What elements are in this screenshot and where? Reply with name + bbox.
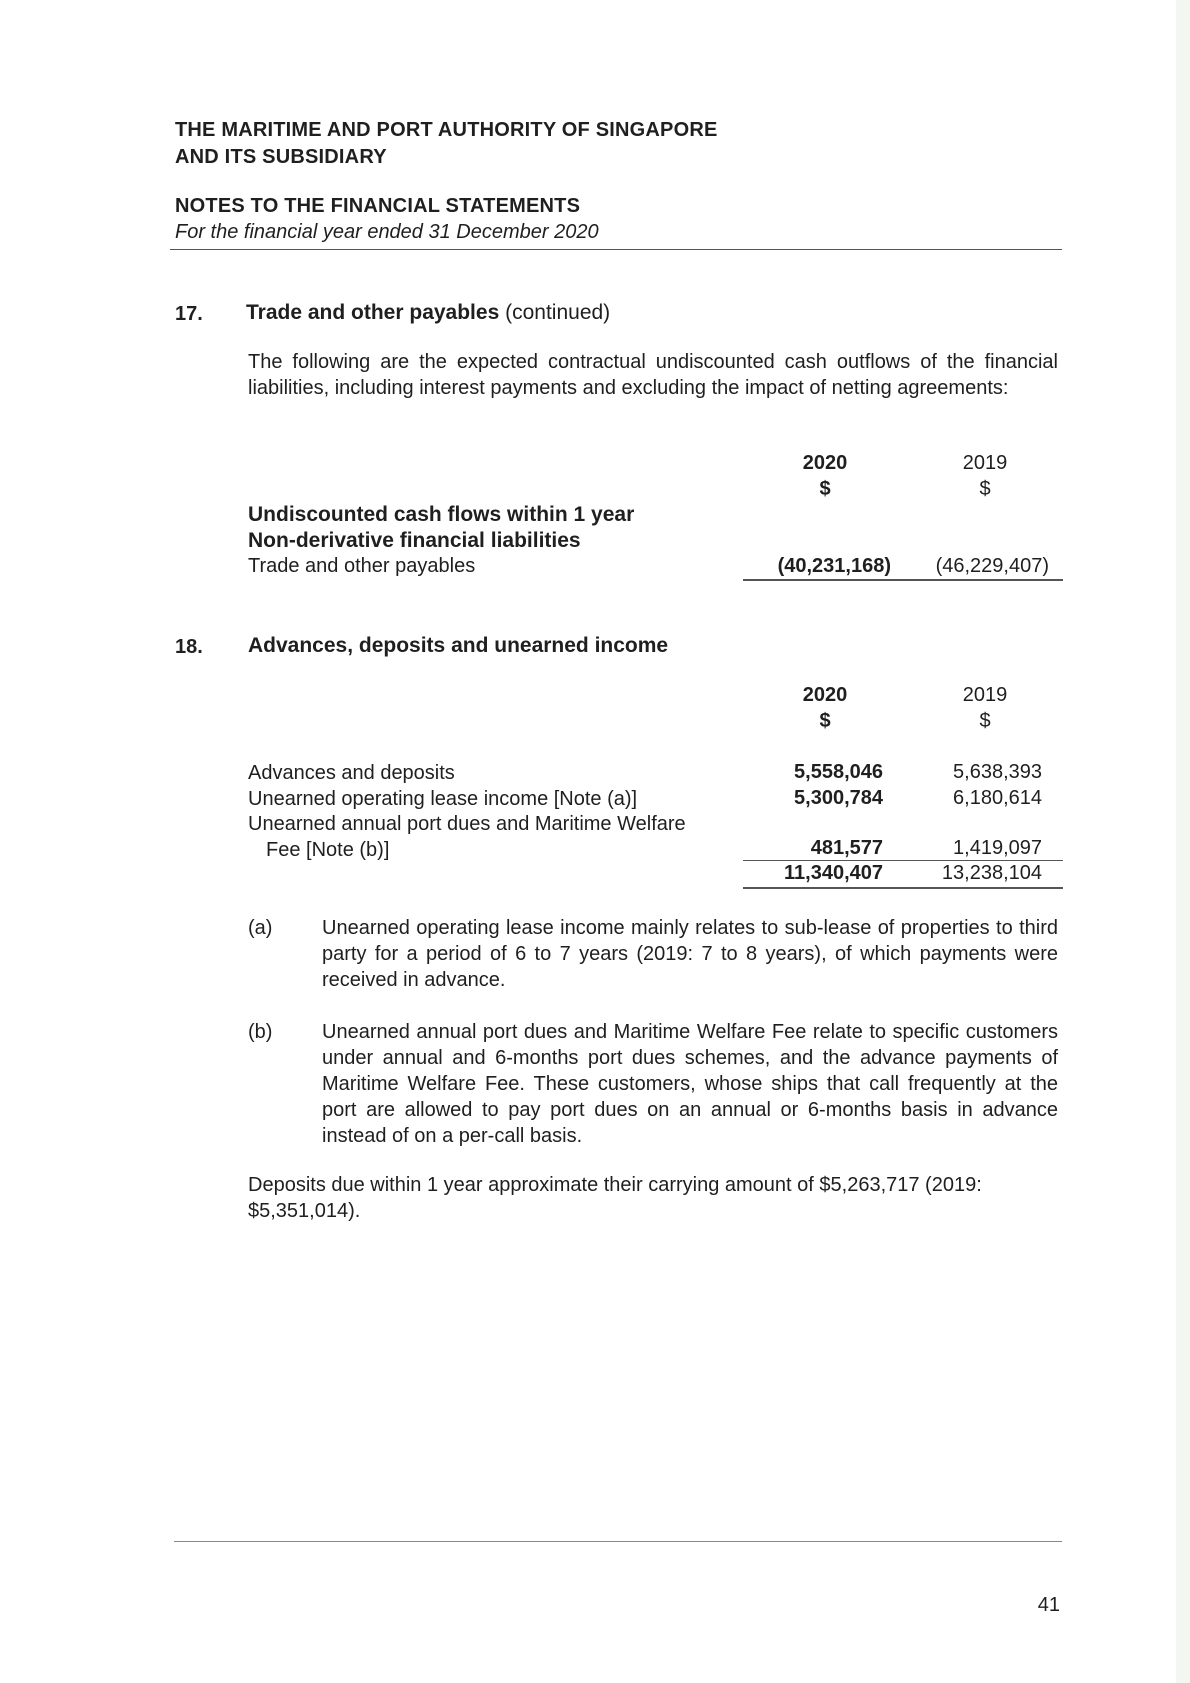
s17-total-rule (743, 579, 1063, 581)
s18-total-rule (743, 887, 1063, 889)
org-name-line1: THE MARITIME AND PORT AUTHORITY OF SINGAPORE (175, 119, 718, 141)
section-18-title: Advances, deposits and unearned income (248, 634, 669, 657)
s18-subtotal-rule (743, 860, 1063, 861)
notes-title: NOTES TO THE FINANCIAL STATEMENTS (175, 195, 581, 217)
s18-row-lease-2019: 6,180,614 (953, 787, 1042, 809)
page-number: 41 (1037, 1594, 1060, 1616)
s18-total-2019: 13,238,104 (941, 862, 1042, 884)
deposits-note: Deposits due within 1 year approximate their carrying amount of $5,263,717 (2019: $5,351,014). (248, 1174, 982, 1222)
section-17-title-suffix: (continued) (505, 301, 611, 324)
s17-currency-2019: $ (979, 478, 991, 500)
s17-currency-2020: $ (819, 478, 831, 500)
section-17-number: 17. (175, 303, 203, 325)
section-17-intro: The following are the expected contractual undiscounted cash outflows of the financial liabilities, including interest payments and excluding the impact of netting agreements: (248, 351, 1058, 399)
footer-rule (174, 1541, 1062, 1542)
s17-col-2020: 2020 (802, 452, 848, 474)
period-subtitle: For the financial year ended 31 December 2020 (175, 221, 599, 243)
s18-col-2020: 2020 (802, 684, 848, 706)
s18-col-2019: 2019 (962, 684, 1008, 706)
section-18-number: 18. (175, 636, 203, 658)
s18-row-portdues-2019: 1,419,097 (953, 837, 1042, 859)
s18-currency-2019: $ (979, 710, 991, 732)
s17-row-2019: (46,229,407) (935, 555, 1049, 577)
s18-row-portdues-label: Unearned annual port dues and Maritime Welfare (248, 813, 686, 835)
header-rule (170, 249, 1062, 250)
s18-row-advances-2020: 5,558,046 (794, 761, 883, 783)
s18-row-lease-2020: 5,300,784 (794, 787, 883, 809)
s18-row-advances-2019: 5,638,393 (953, 761, 1042, 783)
note-b-marker: (b) (248, 1021, 273, 1043)
section-17-title: Trade and other payables (246, 301, 500, 324)
section-17-heading (246, 301, 610, 325)
note-a-marker: (a) (248, 917, 273, 939)
s18-row-portdues-label-cont: Fee [Note (b)] (266, 839, 390, 861)
s18-total-2020: 11,340,407 (784, 862, 883, 884)
s18-row-portdues-2020: 481,577 (810, 837, 883, 859)
s18-row-lease-label: Unearned operating lease income [Note (a)] (248, 788, 638, 810)
s17-row-2020: (40,231,168) (777, 555, 891, 577)
note-b-text: Unearned annual port dues and Maritime Welfare Fee relate to specific customers under annual and 6-months port dues schemes, and the advance payments of Maritime Welfare Fee. These customers, whose ships that call frequently at the port are allowed to pay port dues on an annual or 6-months basis in advance instead of on a per-call basis. (322, 1021, 1058, 1147)
s17-row-label: Trade and other payables (248, 555, 476, 577)
note-a-text: Unearned operating lease income mainly relates to sub-lease of properties to third party for a period of 6 to 7 years (2019: 7 to 8 years), of which payments were received in advance. (322, 917, 1058, 991)
s18-row-advances-label: Advances and deposits (248, 762, 455, 784)
s17-col-2019: 2019 (962, 452, 1008, 474)
org-name-line2: AND ITS SUBSIDIARY (175, 146, 387, 168)
s17-heading-undiscounted: Undiscounted cash flows within 1 year (248, 503, 635, 526)
s18-currency-2020: $ (819, 710, 831, 732)
s17-heading-nonderivative: Non-derivative financial liabilities (248, 529, 581, 552)
